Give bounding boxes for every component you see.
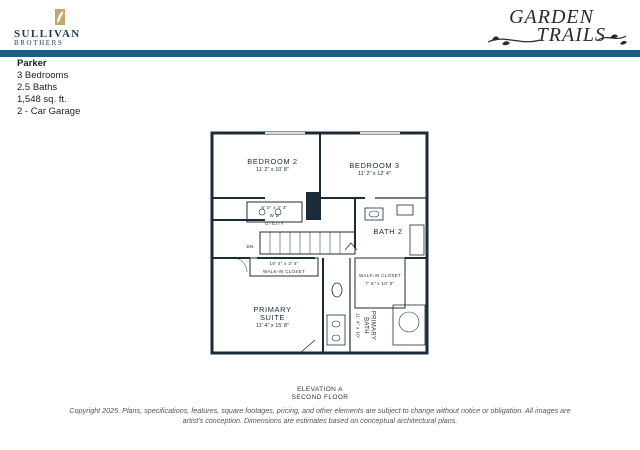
utility-name: UTILITY	[265, 221, 284, 226]
plan-garage: 2 - Car Garage	[17, 106, 81, 117]
walkin-2-dims: 7' 8" x 10' 0"	[365, 281, 395, 286]
footer	[0, 386, 640, 426]
copyright-text: Copyright 2025. Plans, specifications, features, square footages, pricing, and other elements are subject to change without notice or obligation. All images are artist's conception. Dimensions are estimates based on conceptual architectural plans.	[69, 406, 571, 425]
room-bedroom-3	[327, 162, 422, 178]
sullivan-brothers-logo	[14, 8, 114, 48]
brand-left-name: SULLIVAN	[14, 28, 81, 40]
header-accent-bar	[0, 50, 640, 57]
primary-bath-name-1: PRIMARY	[369, 310, 376, 341]
bedroom-2-name: BEDROOM 2	[247, 157, 298, 166]
bedroom-3-dims: 11' 2" x 12' 4"	[358, 171, 391, 177]
utility-wd: W D	[269, 213, 280, 218]
bath-2-name: BATH 2	[373, 227, 403, 236]
elevation-label: ELEVATION A	[297, 386, 343, 393]
walkin-1-dims: 10' 4" x 3' 4"	[269, 261, 299, 266]
sullivan-leaf-icon	[52, 8, 68, 26]
room-bedroom-2	[225, 158, 320, 174]
walkin-2-name: WALK-IN CLOSET	[358, 273, 402, 278]
stair-down-label: DN	[246, 244, 254, 249]
primary-bath-dims: 11' 4" x 10'	[355, 312, 361, 339]
garden-trails-logo	[480, 6, 630, 48]
brand-right-line1: GARDEN	[509, 6, 594, 28]
plan-details	[17, 58, 80, 118]
floor-plan	[205, 130, 435, 360]
plan-bedrooms: 3 Bedrooms	[17, 70, 69, 81]
walkin-1-name: WALK-IN CLOSET	[262, 269, 306, 274]
primary-suite-name-1: PRIMARY	[253, 305, 292, 314]
floor-label: SECOND FLOOR	[291, 394, 349, 401]
primary-bath-name-2: BATH	[362, 317, 369, 334]
brand-left-sub: BROTHERS	[14, 39, 64, 47]
vine-ornament-icon	[480, 20, 630, 50]
room-primary-bath	[355, 296, 376, 356]
utility-dims: 6' 0" x 3' 4"	[261, 205, 288, 210]
brand-right-line2: TRAILS	[536, 24, 606, 46]
room-utility	[247, 204, 302, 228]
room-primary-suite	[225, 306, 320, 330]
bedroom-3-name: BEDROOM 3	[349, 161, 400, 170]
primary-suite-dims: 11' 4" x 15' 8"	[256, 323, 289, 329]
primary-suite-name-2: SUITE	[259, 313, 286, 322]
bedroom-2-dims: 11' 2" x 10' 8"	[256, 167, 289, 173]
plan-sqft: 1,548 sq. ft.	[17, 94, 67, 105]
room-bath-2	[363, 228, 413, 236]
plan-baths: 2.5 Baths	[17, 82, 58, 93]
room-walkin-closet-1	[250, 260, 318, 276]
room-walkin-closet-2	[355, 272, 405, 288]
plan-title: Parker	[17, 58, 47, 69]
